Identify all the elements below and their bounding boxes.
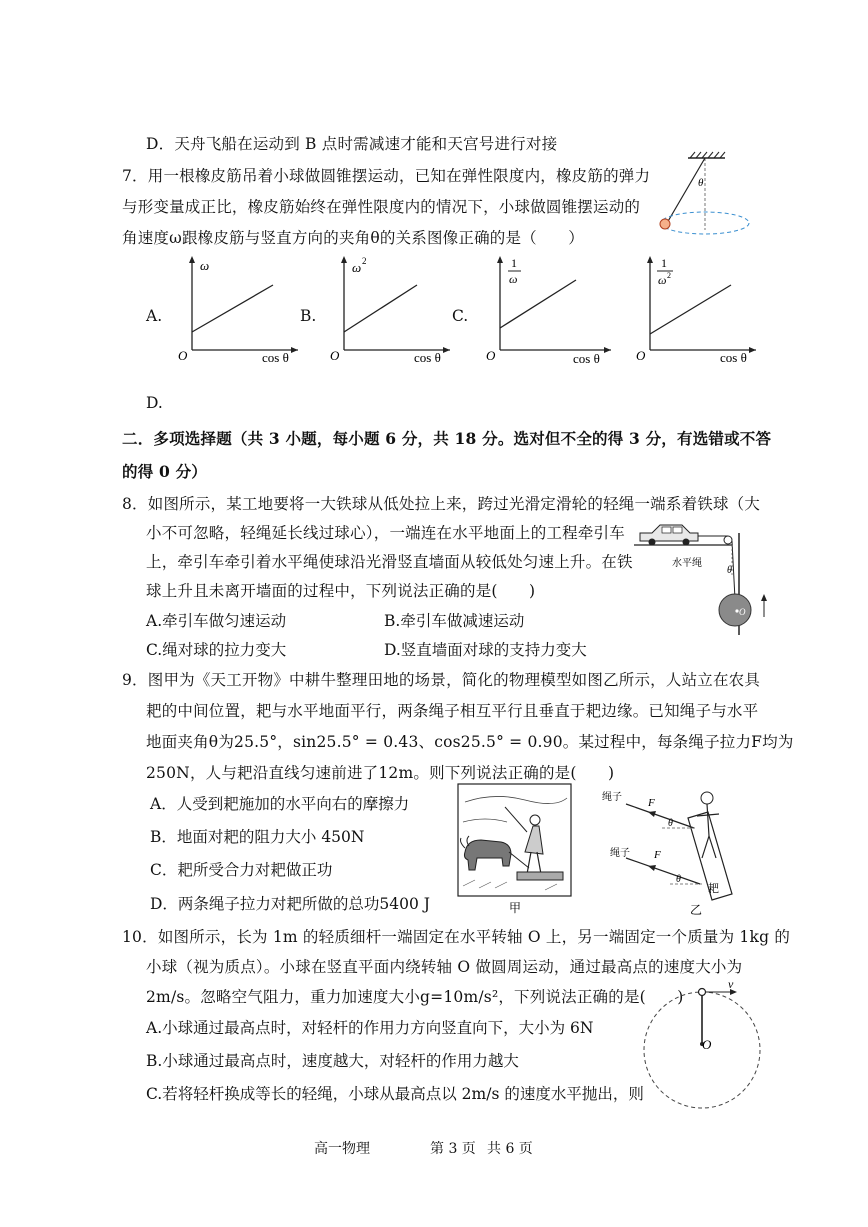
velocity-label: v	[728, 980, 734, 991]
q8-option-b: B.牵引车做减速运动	[384, 612, 525, 630]
graph-b	[322, 250, 452, 375]
q9-option-a: A．人受到耙施加的水平向右的摩擦力	[150, 795, 410, 813]
graph-b-x-label: cos θ	[414, 350, 441, 365]
q9-stem-line-4: 250N，人与耙沿直线匀速前进了12m。则下列说法正确的是( )	[146, 764, 615, 782]
q9-stem-line-3: 地面夹角θ为25.5°，sin25.5° = 0.43、cos25.5° = 0.90。某过程中，每条绳子拉力F均为	[146, 733, 794, 751]
tow-truck-pulley-figure	[632, 515, 772, 637]
q10-option-c: C.若将轻杆换成等长的轻绳，小球从最高点以 2m/s 的速度水平抛出，则	[146, 1085, 644, 1103]
lower-angle-label: θ	[676, 874, 681, 885]
graph-c-y-denominator: ω	[509, 272, 518, 286]
harrow-label: 耙	[708, 883, 719, 895]
footer-total-pages: 共 6 页	[487, 1141, 533, 1157]
q8-option-a: A.牵引车做匀速运动	[146, 612, 287, 630]
lower-rope-label: 绳子	[610, 848, 630, 859]
section-2-heading-line-2: 的得 0 分）	[122, 462, 207, 481]
q7-stem-line-2: 与形变量成正比，橡皮筋始终在弹性限度内的情况下，小球做圆锥摆运动的	[122, 198, 641, 216]
graph-b-y-superscript: 2	[362, 256, 367, 266]
graph-a-y-label: ω	[200, 258, 210, 273]
q8-option-c: C.绳对球的拉力变大	[146, 641, 287, 659]
graph-a-origin: O	[178, 348, 188, 363]
graph-c-y-numerator: 1	[511, 256, 517, 270]
q10-option-a: A.小球通过最高点时，对轻杆的作用力方向竖直向下，大小为 6N	[146, 1019, 594, 1037]
q9-stem-line-1: 9．图甲为《天工开物》中耕牛整理田地的场景，简化的物理模型如图乙所示，人站立在农具	[122, 671, 761, 689]
q9-option-b: B．地面对耙的阻力大小 450N	[150, 828, 365, 846]
graph-d-y-numerator: 1	[661, 256, 667, 270]
q7-option-b: B.	[300, 307, 317, 325]
graph-b-origin: O	[330, 348, 340, 363]
section-2-heading-line-1: 二．多项选择题（共 3 小题，每小题 6 分，共 18 分。选对但不全的得 3 分，有选错或不答	[122, 429, 772, 448]
ball-center-label: O	[739, 607, 746, 617]
q7-option-d: D.	[146, 394, 163, 412]
upper-rope-label: 绳子	[602, 792, 622, 803]
graph-a	[170, 250, 300, 375]
q8-option-d: D.竖直墙面对球的支持力变大	[384, 641, 587, 659]
q10-stem-line-2: 小球（视为质点）。小球在竖直平面内绕转轴 O 做圆周运动，通过最高点的速度大小为	[146, 958, 743, 976]
graph-d	[628, 250, 758, 375]
q7-stem-line-3: 角速度ω跟橡皮筋与竖直方向的夹角θ的关系图像正确的是（ ）	[122, 229, 584, 247]
rod-circle-figure	[638, 980, 768, 1118]
q10-option-b: B.小球通过最高点时，速度越大，对轻杆的作用力越大	[146, 1052, 519, 1070]
q8-stem-line-1: 8．如图所示，某工地要将一大铁球从低处拉上来，跨过光滑定滑轮的轻绳一端系着铁球（大	[122, 495, 761, 513]
graph-b-y-label: ω	[352, 260, 362, 275]
graph-d-y-denominator: ω	[658, 273, 667, 287]
q7-stem-line-1: 7．用一根橡皮筋吊着小球做圆锥摆运动，已知在弹性限度内，橡皮筋的弹力	[122, 167, 651, 185]
figure-yi-caption: 乙	[690, 903, 703, 917]
q9-option-c: C．耙所受合力对耙做正功	[150, 861, 333, 879]
harrow-model-figure	[596, 786, 741, 918]
q9-option-d: D．两条绳子拉力对耙所做的总功5400 J	[150, 895, 431, 913]
q9-stem-line-2: 耙的中间位置，耙与水平地面平行，两条绳子相互平行且垂直于耙边缘。已知绳子与水平	[146, 702, 759, 720]
pivot-label: O	[702, 1037, 712, 1052]
q10-stem-line-3: 2m/s。忽略空气阻力，重力加速度大小g=10m/s²，下列说法正确的是( )	[146, 988, 684, 1006]
lower-force-label: F	[654, 849, 661, 861]
q6-option-d: D．天舟飞船在运动到 B 点时需减速才能和天宫号进行对接	[146, 135, 558, 153]
conical-pendulum-figure	[650, 150, 760, 245]
graph-d-x-label: cos θ	[720, 350, 747, 365]
graph-d-y-superscript: 2	[667, 271, 671, 280]
q7-option-a: A.	[146, 307, 163, 325]
graph-c-origin: O	[486, 348, 496, 363]
rope-angle-label: θ	[727, 565, 732, 576]
q7-option-c: C.	[452, 307, 469, 325]
graph-c-x-label: cos θ	[573, 351, 600, 366]
q8-stem-line-2: 小不可忽略，轻绳延长线过球心），一端连在水平地面上的工程牵引车	[146, 524, 625, 542]
graph-c	[478, 250, 613, 375]
upper-force-label: F	[648, 797, 655, 809]
graph-a-x-label: cos θ	[262, 350, 289, 365]
footer-subject: 高一物理	[314, 1141, 370, 1157]
q8-stem-line-4: 球上升且未离开墙面的过程中，下列说法正确的是( )	[146, 582, 536, 600]
ox-plough-woodcut-figure	[455, 782, 575, 917]
q8-stem-line-3: 上，牵引车牵引着水平绳使球沿光滑竖直墙面从较低处匀速上升。在铁	[146, 553, 633, 571]
horizontal-rope-label: 水平绳	[672, 558, 702, 569]
q10-stem-line-1: 10．如图所示，长为 1m 的轻质细杆一端固定在水平转轴 O 上，另一端固定一个质量为 1kg 的	[122, 928, 791, 946]
footer-page-number: 第 3 页	[430, 1141, 476, 1157]
figure-jia-caption: 甲	[509, 901, 522, 915]
upper-angle-label: θ	[668, 818, 673, 829]
graph-d-origin: O	[636, 348, 646, 363]
q7-theta-label: θ	[698, 177, 704, 189]
